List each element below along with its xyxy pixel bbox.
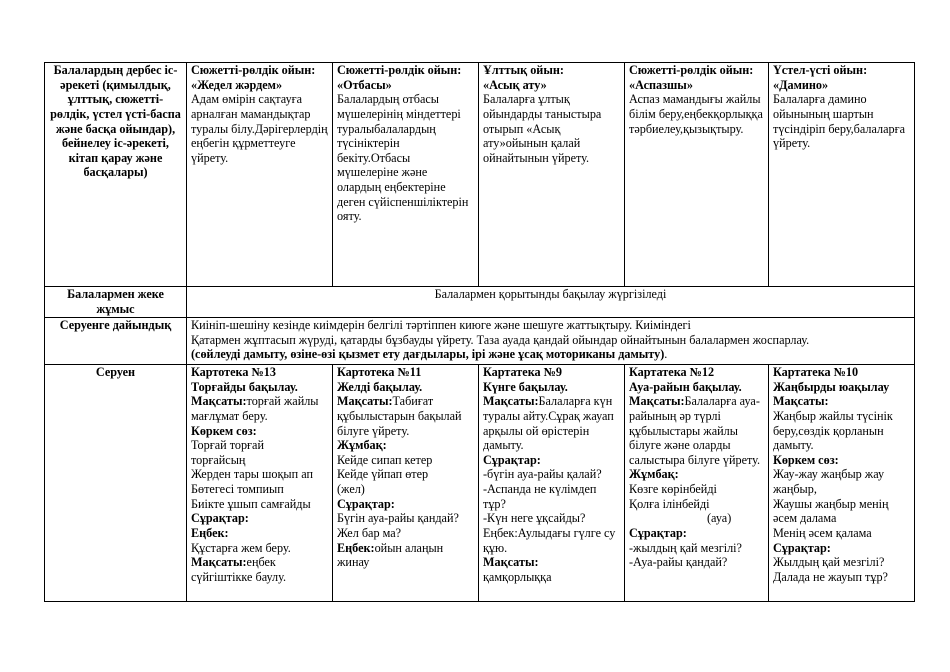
- goal-text: қамқорлыққа: [483, 569, 552, 584]
- card-title: Торғайды бақылау.: [191, 379, 298, 394]
- riddle-answer: (ауа): [707, 511, 732, 526]
- walk-prep-text: [187, 318, 915, 365]
- questions-label: Сұрақтар:: [483, 452, 541, 467]
- row-label-individual: Балалармен жеке жұмыс: [45, 287, 187, 318]
- goal-label: Мақсаты:: [191, 394, 247, 409]
- game-title: «Аспазшы»: [629, 77, 693, 92]
- question-line: -Күн неге ұқсайды?: [483, 511, 586, 526]
- game-description: Балаларға ұлтық ойындарды таныстыра отырып «Асық ату»ойынын қалай ойнайтынын үйрету.: [483, 92, 602, 165]
- individual-row: [45, 287, 915, 318]
- row-label-walk: Серуен: [45, 365, 187, 602]
- riddle-line: Көзге көрінбейді: [629, 482, 717, 497]
- goal-label: Мақсаты:: [337, 394, 393, 409]
- question-line: Жылдың қай мезгілі?: [773, 555, 885, 570]
- poem-line: Бөтегесі томпиып: [191, 482, 284, 497]
- goal-text: торғай жайлы мағлұмат беру.: [191, 394, 319, 423]
- walk-prep-line: Қатармен жұптасып жүруді, қатарды бұзбауды үйрету. Таза ауада қандай ойындар ойнайтынын балалармен жоспарлау.: [191, 332, 810, 347]
- game-title: «Асық ату»: [483, 77, 547, 92]
- poem-line: Менің әсем қалама: [773, 526, 872, 541]
- card-title: Желді бақылау.: [337, 379, 423, 394]
- riddle-label: Жұмбақ:: [629, 467, 679, 482]
- riddle-line: (жел): [337, 482, 365, 497]
- plan-table: [44, 62, 915, 602]
- activity-row: [45, 63, 915, 287]
- riddle-label: Жұмбақ:: [337, 438, 387, 453]
- game-type: Ұлттық ойын:: [483, 63, 564, 77]
- riddle-line: Қолға ілінбейді: [629, 496, 710, 511]
- labor-text: Құстарға жем беру.: [191, 540, 291, 555]
- riddle-line: Кейде үйпап өтер: [337, 467, 429, 482]
- card-number: Картотека №13: [191, 365, 276, 379]
- labor-text: ойын алаңын жинау: [337, 540, 444, 570]
- game-description: Балаларға дамино ойынының шартын түсіндіріп беру,балаларға үйрету.: [773, 92, 905, 151]
- card-number: Картатека №10: [773, 365, 859, 379]
- question-line: -жылдың қай мезгілі?: [629, 540, 742, 555]
- game-description: Адам өмірін сақтауға арналған мамандықтар туралы білу.Дәрігерлердің еңбегін құрметтеуге үйрету.: [191, 92, 328, 165]
- poem-label: Көркем сөз:: [773, 452, 839, 467]
- game-description: Аспаз мамандығы жайлы білім беру,еңбекқорлыққа тәрбиелеу,қызықтыру.: [629, 92, 763, 136]
- labor-text: Еңбек:Аулыдағы гүлге су құю.: [483, 526, 616, 555]
- card-number: Картатека №12: [629, 365, 715, 379]
- poem-line: торғайсың: [191, 452, 246, 467]
- question-line: -Ауа-райы қандай?: [629, 555, 728, 570]
- game-description: Балалардың отбасы мүшелерінің міндеттері туралыбалалардың түсініктерін бекіту.Отбасы мүшелеріне және олардың еңбектеріне деген сүйіспеншіліктерін ояту.: [337, 92, 469, 224]
- walk-prep-punct: .: [664, 347, 668, 362]
- card-title: Күнге бақылау.: [483, 379, 568, 394]
- game-type: Үстел-үсті ойын:: [773, 63, 868, 77]
- question-line: -бүгін ауа-райы қалай?: [483, 467, 602, 482]
- goal-text: Балаларға күн туралы айту.Сұрақ жауап арқылы ой өрістерін дамыту.: [483, 394, 614, 453]
- walk-card-4: [625, 365, 769, 602]
- card-number: Картатека №9: [483, 365, 563, 379]
- questions-label: Сұрақтар:: [629, 526, 687, 541]
- walk-prep-line: Киініп-шешіну кезінде киімдерін белгілі тәртіппен киюге және шешуге жаттықтыру. Киіміндегі: [191, 318, 691, 332]
- activity-cell-4: [625, 63, 769, 287]
- labor-label: Еңбек:: [337, 540, 375, 555]
- poem-line: Жаушы жаңбыр менің әсем далама: [773, 496, 889, 526]
- row-label-walk-prep: Серуенге дайындық: [45, 318, 187, 365]
- goal-label: Мақсаты:: [483, 394, 539, 409]
- walk-card-3: [479, 365, 625, 602]
- activity-cell-2: [333, 63, 479, 287]
- question-line: Жел бар ма?: [337, 526, 402, 541]
- activity-cell-3: [479, 63, 625, 287]
- goal-text: еңбек сүйгіштікке баулу.: [191, 555, 287, 584]
- goal-text: Жаңбыр жайлы түсінік беру,сөздік қорланын дамыту.: [773, 408, 893, 453]
- walk-row: [45, 365, 915, 602]
- goal-text: Табиғат құбылыстарын бақылай білуге үйрету.: [337, 394, 462, 438]
- game-type: Сюжетті-рөлдік ойын:: [191, 63, 316, 77]
- walk-card-1: [187, 365, 333, 602]
- row-label-activity: Балалардың дербес іс-әрекеті (қимылдық, ұлттық, сюжетті-рөлдік, үстел үсті-баспа және басқа ойындар), бейнелеу іс-әрекеті, кітап қарау және басқалары): [45, 63, 187, 287]
- card-title: Ауа-райын бақылау.: [629, 379, 742, 394]
- questions-label: Сұрақтар:: [773, 540, 831, 555]
- goal-label: Мақсаты:: [773, 394, 829, 409]
- riddle-line: Кейде сипап кетер: [337, 452, 433, 467]
- activity-cell-5: [769, 63, 915, 287]
- walk-card-5: [769, 365, 915, 602]
- walk-prep-skills: (сөйлеуді дамыту, өзіне-өзі қызмет ету дағдылары, ірі және ұсақ моториканы дамыту): [191, 347, 665, 362]
- questions-label: Сұрақтар:: [191, 511, 249, 526]
- card-title: Жаңбырды юақылау: [773, 379, 890, 394]
- game-title: «Жедел жәрдем»: [191, 77, 283, 92]
- game-title: «Отбасы»: [337, 77, 392, 92]
- game-title: «Дамино»: [773, 77, 829, 92]
- poem-line: Жерден тары шоқып ап: [191, 467, 313, 482]
- goal-text: Балаларға ауа-райының әр түрлі құбылыстары жайлы білуге және оларды салыстыра білуге үйрету.: [629, 394, 761, 467]
- question-line: Бүгін ауа-райы қандай?: [337, 511, 459, 526]
- goal-label: Мақсаты:: [483, 555, 539, 570]
- goal-label: Мақсаты:: [191, 555, 247, 570]
- poem-label: Көркем сөз:: [191, 423, 257, 438]
- game-type: Сюжетті-рөлдік ойын:: [629, 63, 754, 77]
- labor-label: Еңбек:: [191, 526, 229, 541]
- goal-label: Мақсаты:: [629, 394, 685, 409]
- game-type: Сюжетті-рөлдік ойын:: [337, 63, 462, 77]
- activity-cell-1: [187, 63, 333, 287]
- card-number: Картотека №11: [337, 365, 422, 379]
- poem-line: Торғай торғай: [191, 438, 264, 453]
- walk-card-2: [333, 365, 479, 602]
- poem-line: Биікте ұшып самғайды: [191, 496, 311, 511]
- walk-prep-row: [45, 318, 915, 365]
- question-line: Далада не жауып тұр?: [773, 569, 888, 584]
- questions-label: Сұрақтар:: [337, 496, 395, 511]
- poem-line: Жау-жау жаңбыр жау жаңбыр,: [773, 467, 885, 497]
- question-line: -Аспанда не күлімдеп тұр?: [483, 482, 597, 511]
- individual-text: Балалармен қорытынды бақылау жүргізіледі: [187, 287, 915, 318]
